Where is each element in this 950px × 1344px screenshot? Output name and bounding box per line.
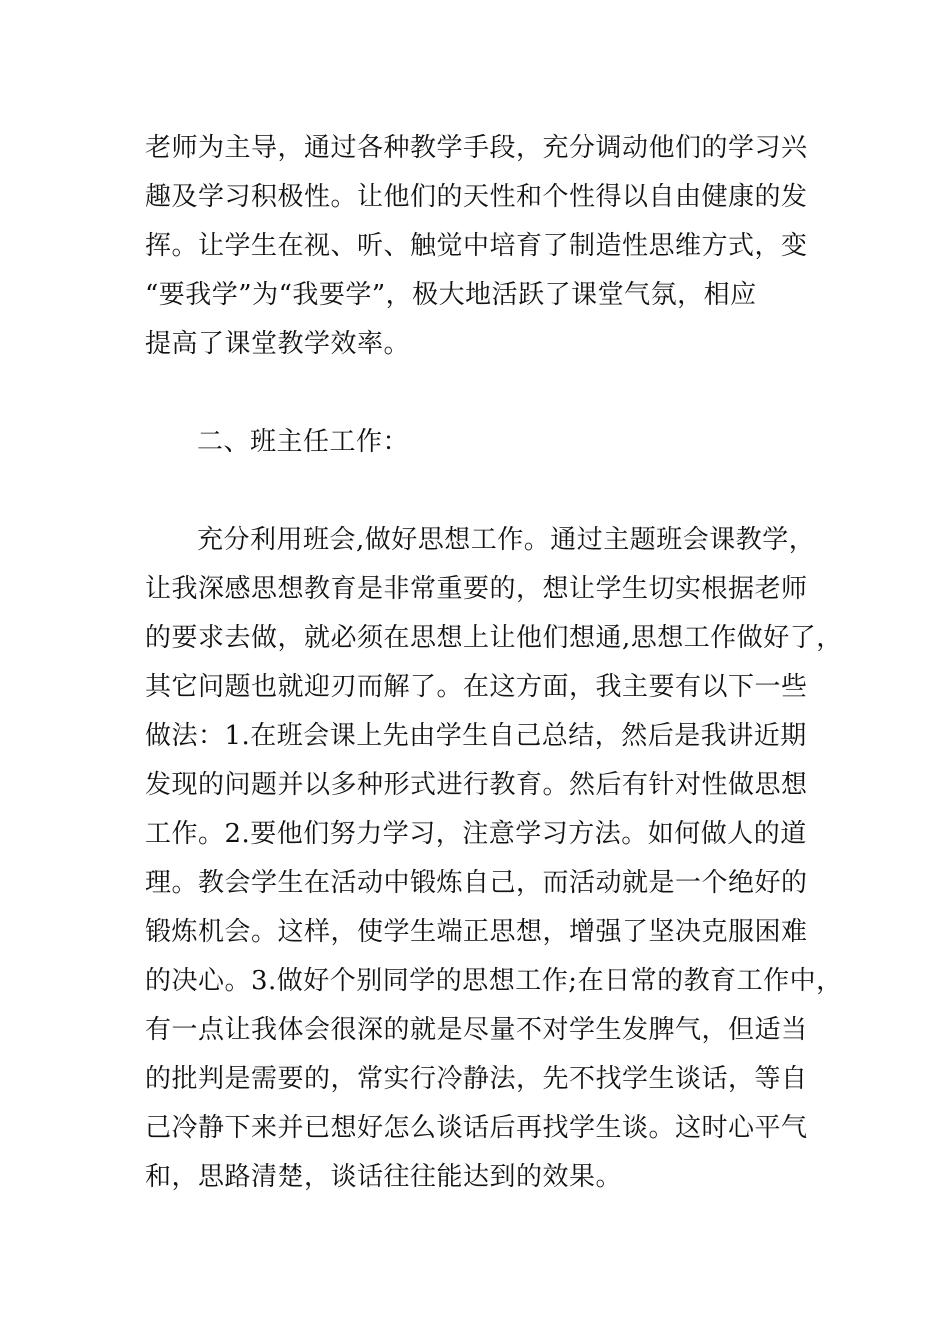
text-line: 老师为主导，通过各种教学手段，充分调动他们的学习兴 (145, 133, 808, 163)
text-line: 有一点让我体会很深的就是尽量不对学生发脾气，但适当 (145, 1015, 808, 1045)
text-line: 的批判是需要的，常实行冷静法，先不找学生谈话，等自 (145, 1064, 808, 1094)
text-line: 锻炼机会。这样，使学生端正思想，增强了坚决克服困难 (145, 917, 808, 947)
text-line: 和，思路清楚，谈话往往能达到的效果。 (145, 1162, 623, 1192)
text-line: 充分利用班会,做好思想工作。通过主题班会课教学， (197, 525, 816, 555)
text-line: 的决心。3.做好个别同学的思想工作;在日常的教育工作中， (145, 966, 843, 996)
text-line: 趣及学习积极性。让他们的天性和个性得以自由健康的发 (145, 182, 808, 212)
text-line: 其它问题也就迎刃而解了。在这方面，我主要有以下一些 (145, 672, 808, 702)
text-line: 工作。2.要他们努力学习，注意学习方法。如何做人的道 (145, 819, 807, 849)
text-line: “要我学”为“我要学”，极大地活跃了课堂气氛，相应 (145, 280, 757, 310)
text-line: 让我深感思想教育是非常重要的，想让学生切实根据老师 (145, 574, 808, 604)
text-line: 提高了课堂教学效率。 (145, 329, 411, 359)
text-line: 理。教会学生在活动中锻炼自己，而活动就是一个绝好的 (145, 868, 808, 898)
paragraph-teaching (145, 124, 810, 369)
text-line: 的要求去做，就必须在思想上让他们想通,思想工作做好了， (145, 623, 843, 653)
paragraph-class-work (145, 516, 843, 1202)
section-heading-text: 二、班主任工作： (197, 427, 410, 457)
document-page (145, 124, 843, 1202)
text-line: 做法：1.在班会课上先由学生自己总结，然后是我讲近期 (145, 721, 807, 751)
text-line: 发现的问题并以多种形式进行教育。然后有针对性做思想 (145, 770, 808, 800)
text-line: 己冷静下来并已想好怎么谈话后再找学生谈。这时心平气 (145, 1113, 808, 1143)
text-line: 挥。让学生在视、听、触觉中培育了制造性思维方式，变 (145, 231, 808, 261)
section-heading (145, 418, 810, 467)
